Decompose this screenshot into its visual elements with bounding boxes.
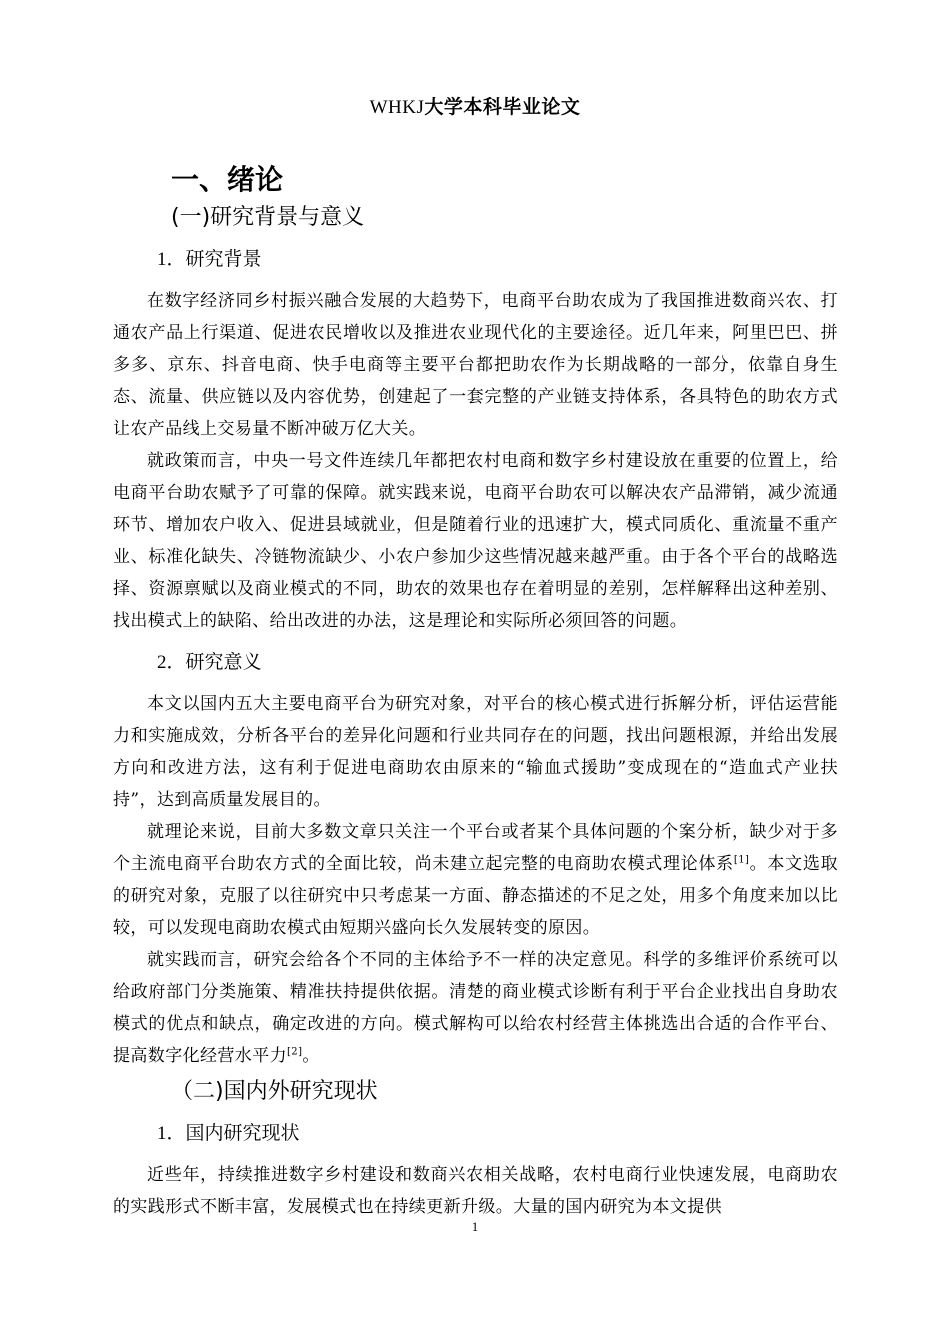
paragraph-text: 。 bbox=[302, 1046, 320, 1066]
citation-marker: [1] bbox=[733, 854, 750, 866]
paragraph bbox=[113, 944, 838, 1072]
subsection-title: 研究背景 bbox=[185, 248, 262, 270]
paragraph: 本文以国内五大主要电商平台为研究对象，对平台的核心模式进行拆解分析，评估运营能力和实施成效，分析各平台的差异化问题和行业共同存在的问题，找出问题根源，并给出发展方向和改进方法，这有利于促进电商助农由原来的“输血式援助”变成现在的“造血式产业扶持”，达到高质量发展目的。 bbox=[113, 694, 838, 810]
subsection-title: 国内研究现状 bbox=[185, 1122, 300, 1144]
paragraph-text: 就实践而言，研究会给各个不同的主体给予不一样的决定意见。科学的多维评价系统可以给政府部门分类施策、精准扶持提供依据。清楚的商业模式诊断有利于平台企业找出自身助农模式的优点和缺点，确定改进的方向。模式解构可以给农村经营主体挑选出合适的合作平台、提高数字化经营水平力 bbox=[113, 950, 838, 1066]
subsection-number: 1． bbox=[157, 249, 186, 270]
chapter-title: 一、绪论 bbox=[171, 163, 284, 196]
paragraph: 就政策而言，中央一号文件连续几年都把农村电商和数字乡村建设放在重要的位置上，给电商平台助农赋予了可靠的保障。就实践来说，电商平台助农可以解决农产品滞销，减少流通环节、增加农户收入、促进县域就业，但是随着行业的迅速扩大，模式同质化、重流量不重产业、标准化缺失、冷链物流缺少、小农户参加少这些情况越来越严重。由于各个平台的战略选择、资源禀赋以及商业模式的不同，助农的效果也存在着明显的差别，怎样解释出这种差别、找出模式上的缺陷、给出改进的办法，这是理论和实际所必须回答的问题。 bbox=[113, 451, 838, 631]
paragraph: 在数字经济同乡村振兴融合发展的大趋势下，电商平台助农成为了我国推进数商兴农、打通农产品上行渠道、促进农民增收以及推进农业现代化的主要途径。近几年来，阿里巴巴、拼多多、京东、抖音电商、快手电商等主要平台都把助农作为长期战略的一部分，依靠自身生态、流量、供应链以及内容优势，创建起了一套完整的产业链支持体系，各具特色的助农方式让农产品线上交易量不断冲破万亿大关。 bbox=[113, 291, 838, 439]
section-heading-research-status: （二)国内外研究现状 bbox=[171, 1079, 378, 1104]
subsection-title: 研究意义 bbox=[185, 651, 262, 673]
header-title: 大学本科毕业论文 bbox=[424, 96, 581, 118]
page-number: 1 bbox=[471, 1219, 479, 1234]
paragraph: 近些年，持续推进数字乡村建设和数商兴农相关战略，农村电商行业快速发展，电商助农的实践形式不断丰富，发展模式也在持续更新升级。大量的国内研究为本文提供 bbox=[113, 1165, 838, 1217]
citation-marker: [2] bbox=[287, 1046, 303, 1058]
section-heading-background-significance: (一)研究背景与意义 bbox=[171, 205, 365, 230]
paragraph-text: 就理论来说，目前大多数文章只关注一个平台或者某个具体问题的个案分析，缺少对于多个主流电商平台助农方式的全面比较，尚未建立起完整的电商助农模式理论体系 bbox=[113, 822, 838, 874]
subsection-number: 2． bbox=[157, 652, 186, 673]
paragraph-text: 。本文选取的研究对象，克服了以往研究中只考虑某一方面、静态描述的不足之处，用多个角度来加以比较，可以发现电商助农模式由短期兴盛向长久发展转变的原因。 bbox=[113, 854, 838, 938]
subsection-heading-domestic-research bbox=[157, 1116, 838, 1151]
paragraph bbox=[113, 816, 838, 944]
subsection-number: 1． bbox=[157, 1123, 186, 1144]
subsection-heading-significance bbox=[157, 645, 838, 680]
header-prefix: WHKJ bbox=[369, 97, 425, 118]
page-header bbox=[0, 92, 950, 119]
page-body bbox=[113, 160, 838, 1223]
subsection-heading-background bbox=[157, 242, 838, 277]
